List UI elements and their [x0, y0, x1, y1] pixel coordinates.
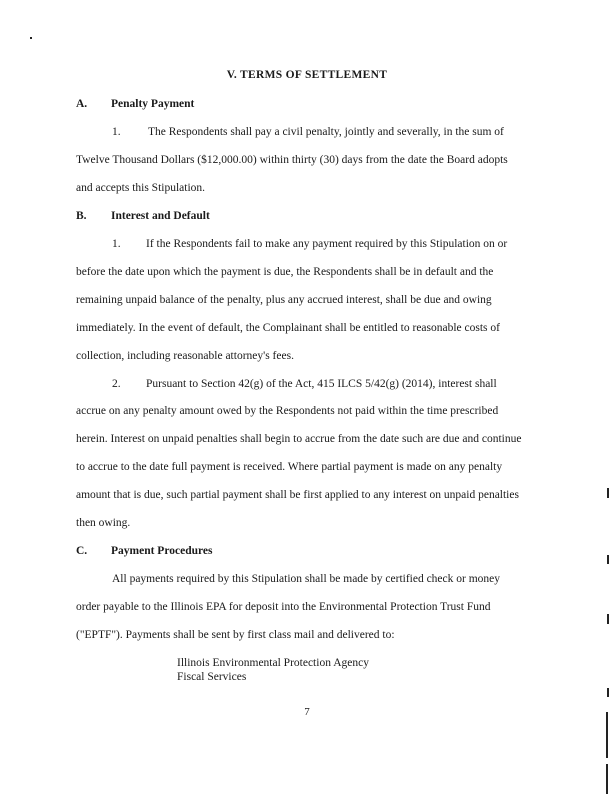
scan-mark	[607, 488, 609, 498]
text-line: before the date upon which the payment is due, the Respondents shall be in default and the	[76, 266, 494, 278]
scan-mark	[607, 688, 609, 697]
paragraph-number: 2.	[112, 378, 121, 390]
paragraph-number: 1.	[112, 238, 121, 250]
section-title: Payment Procedures	[111, 545, 213, 557]
text-line: to accrue to the date full payment is received. Where partial payment is made on any penalty	[76, 461, 503, 473]
section-letter: B.	[76, 210, 87, 222]
text-line: then owing.	[76, 517, 131, 529]
scan-speck	[30, 37, 32, 39]
text-line: and accepts this Stipulation.	[76, 182, 206, 194]
section-title: Interest and Default	[111, 210, 210, 222]
text-line: order payable to the Illinois EPA for deposit into the Environmental Protection Trust Fund	[76, 601, 491, 613]
text-line: amount that is due, such partial payment shall be first applied to any interest on unpaid penalties	[76, 489, 519, 501]
paragraph-number: 1.	[112, 126, 121, 138]
scan-mark	[607, 555, 609, 564]
section-title: Penalty Payment	[111, 98, 195, 110]
scan-mark	[607, 614, 609, 624]
text-line: All payments required by this Stipulation shall be made by certified check or money	[112, 573, 501, 585]
text-line: herein. Interest on unpaid penalties shall begin to accrue from the date such are due and continue	[76, 433, 522, 445]
text-line: accrue on any penalty amount owed by the Respondents not paid within the time prescribed	[76, 405, 499, 417]
text-line: immediately. In the event of default, the Complainant shall be entitled to reasonable costs of	[76, 322, 500, 334]
text-line: If the Respondents fail to make any payment required by this Stipulation on or	[146, 238, 508, 250]
address-line: Illinois Environmental Protection Agency	[177, 657, 369, 669]
text-line: collection, including reasonable attorney's fees.	[76, 350, 294, 362]
scan-mark	[606, 712, 608, 758]
text-line: Pursuant to Section 42(g) of the Act, 415 ILCS 5/42(g) (2014), interest shall	[146, 378, 497, 390]
text-line: ("EPTF"). Payments shall be sent by first class mail and delivered to:	[76, 629, 395, 641]
text-line: Twelve Thousand Dollars ($12,000.00) within thirty (30) days from the date the Board adopts	[76, 154, 508, 166]
page-number: 7	[304, 706, 310, 718]
section-letter: C.	[76, 545, 88, 557]
address-line: Fiscal Services	[177, 671, 247, 683]
section-heading: V. TERMS OF SETTLEMENT	[226, 69, 388, 81]
text-line: remaining unpaid balance of the penalty, plus any accrued interest, shall be due and owing	[76, 294, 492, 306]
scan-mark	[606, 764, 608, 794]
text-line: The Respondents shall pay a civil penalty, jointly and severally, in the sum of	[148, 126, 504, 138]
section-letter: A.	[76, 98, 88, 110]
